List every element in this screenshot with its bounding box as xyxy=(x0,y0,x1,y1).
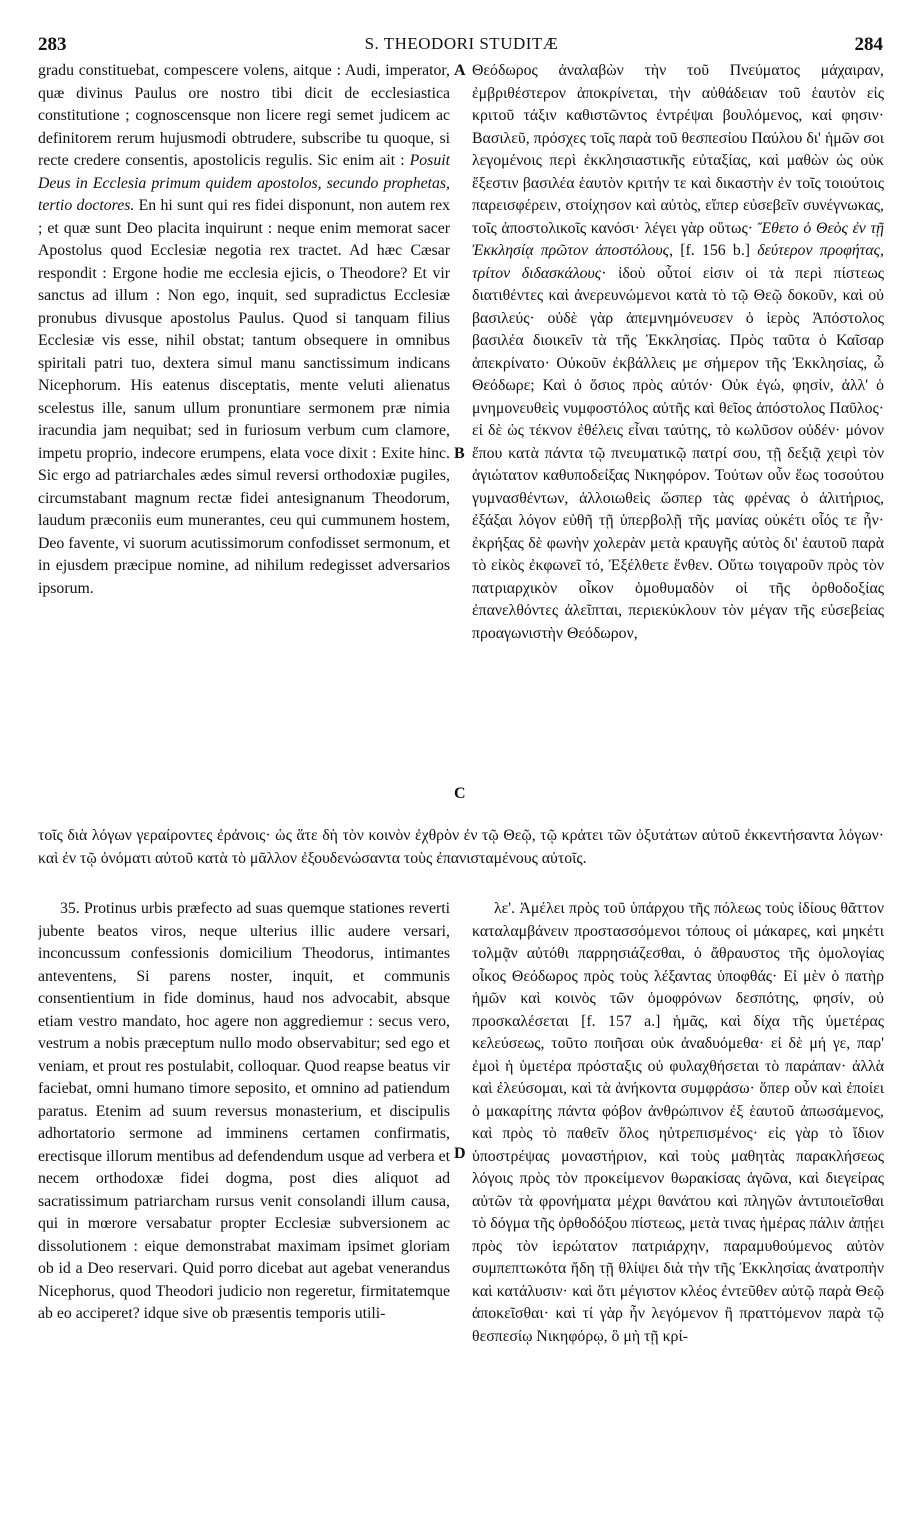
latin-paragraph-top xyxy=(38,60,450,600)
margin-marker-d: D xyxy=(454,1145,466,1162)
page-number-right: 284 xyxy=(854,34,883,55)
greek-paragraph-35: λε'. Ἀμέλει πρὸς τοῦ ὑπάρχου τῆς πόλεως τοὺς ἰδίους θᾶττον καταλαμβάνειν προστασσόμενοι τόπους οἱ μάκαρες, καὶ μηκέτι τολμᾷν αὐτόθι παρρησιάζεσθαι, ὁ ἄθραυστος τῆς ὁμολογίας οἶκος Θεόδωρος πρὸς τοὺς λέξαντας ὑποφθάς· Εἰ μὲν ὁ πατὴρ ἡμῶν καὶ κοινὸς τῶν ὁμοφρόνων δεσπότης, φησίν, οὐ προσκαλέσεται [f. 157 a.] ἡμᾶς, καὶ δίχα τῆς ὑμετέρας κελεύσεως, τοῦτο ποιῆσαι οὐκ ἀναδυόμεθα· εἰ δὲ μή γε, παρ' ἐμοὶ ἡ ὑμετέρα πρόσταξις οὐ φυλαχθήσεται τὸ παράπαν· ἀλλὰ καὶ ἐλεύσομαι, καὶ τὰ ἀνήκοντα συμφράσω· ὅπερ οὖν καὶ ἐποίει ὁ μακαρίτης πάντα φόβον ἀνθρώπινον ἐξ ἑαυτοῦ ἀπωσάμενος, καὶ πρὸς τὸ παθεῖν ὅλος ηὐτρεπισμένος· εἰς γὰρ τὸ ἴδιον ὑποστρέψας μοναστήριον, καὶ τοὺς μαθητὰς παρακλήσεως λόγοις πρὸς τὸν προκείμενον θωρακίσας ἀγῶνα, καὶ διεγείρας αὐτῶν τὰ φρονήματα μέχρι θανάτου καὶ πληγῶν ἀντιποιεῖσθαι τὸ δόγμα τῆς ὀρθοδόξου πίστεως, μετὰ τινας ἡμέρας πάλιν ἀπῄει πρὸς τὸν ἱερώτατον πατριάρχην, παραμυθούμενος αὐτὸν συμπεπτωκότα ἤδη τῇ θλίψει διὰ τὴν τῆς Ἐκκλησίας ἀνατροπὴν καὶ κατάλυσιν· καὶ ὅτι μέγιστον κλέος ἐντεῦθεν αὐτῷ παρὰ Θεῷ ἀποκεῖσθαι· καὶ τί γὰρ ἦν λεγόμενον ἢ πραττόμενον παρὰ τῷ θεσπεσίῳ Νικηφόρῳ, ὃ μὴ τῇ κρί- xyxy=(472,900,884,1345)
greek-scripture-quote-2: δεύτερον προφήτας, τρίτον διδασκάλους xyxy=(472,242,884,282)
page-number-left: 283 xyxy=(38,34,67,55)
greek-full-width-line: τοῖς διὰ λόγων γεραίροντες ἐράνοις· ὡς ἅτε δὴ τὸν κοινὸν ἐχθρὸν ἐν τῷ Θεῷ, τῷ κράτει τῶν ὀξυτάτων αὐτοῦ ἐκκεντήσαντα λόγων· καὶ ἐν τῷ ὀνόματι αὐτοῦ κατὰ τὸ μᾶλλον ἐξουδενώσαντα τοὺς ἐπανισταμένους αὐτοῖς. xyxy=(38,827,884,867)
latin-paragraph-35: 35. Protinus urbis præfecto ad suas quemque stationes reverti jubente beatos viros, neque ulterius illic audere versari, inconcussum confessionis domicilium Theodorus, intimantes anteventens, Si parens noster, inquit, et communis consentientium in fide dominus, haud nos advocabit, absque etiam vestro mandato, hoc agere non aggrediemur : secus vero, vestrum a nobis præceptum nullo modo observabitur; sed ego et veniam, et prout res postulabit, colloquar. Quod reapse beatus vir faciebat, omni humano timore seposito, et omnino ad patiendum paratus. Etenim ad suum reversus monasterium, et discipulis adhortatorio sermone ad imminens certamen confirmatis, erectisque illorum mentibus ad defendendum usque ad verbera et necem orthodoxæ fidei dogma, post dies aliquot ad sacratissimum patriarcham rursus venit consolandi illum causa, qui in mœrore versabatur propter Ecclesiæ subversionem ac dissolutionem : eique demonstrabat maximam ipsimet gloriam ob id a Deo reservari. Quid porro dicebat aut agebat venerandus Nicephorus, quod Theodori judicio non regeretur, firmitatemque ab eo acciperet? idque sive ob præsentis temporis utili- xyxy=(38,900,450,1322)
greek-text-2: · ἰδοὺ οὗτοί εἰσιν οἱ τὰ περὶ πίστεως διατιθέντες καὶ ἀνερευνώμενοι κατὰ τὸ τῷ Θεῷ δοκοῦν, καὶ οὐ βασιλεύς· οὐδὲ γὰρ ἀπεμνημόνευσεν ὁ ἱερὸς Ἀπόστολος βασιλέα διοικεῖν τὰ τῆς Ἐκκλησίας. Πρὸς ταῦτα ὁ Καῖσαρ ἀπεκρίνατο· Οὐκοῦν ἐκβάλλεις με σήμερον τῆς Ἐκκλησίας, ὦ Θεόδωρε; Καὶ ὁ ὅσιος πρὸς αὐτόν· Οὐκ ἐγώ, φησίν, ἀλλ' ὁ μνημονευθεὶς νυμφοστόλος αὐτῆς καὶ θεῖος ἀπόστολος Παῦλος· εἰ δὲ ὡς τέκνον ἐθέλεις εἶναι ταύτης, τὸ κωλῦσον οὐδέν· μόνον ἕπου κατὰ πάντα τῷ πνευματικῷ πατρί σου, τῇ δεξιᾷ χειρὶ τὸν ἁγιώτατον καθυποδείξας Νικηφόρον. Τούτων οὖν ἕως τοσούτου γυμνασθέντων, ἀλλοιωθεὶς ὥσπερ τὰς φρένας ὁ ἀλιτήριος, ἐξάξαι λόγον εὐθῆ τῇ ὑπερβολῇ τῆς μανίας οὐκέτι οἷός τε ἦν· ἐκρήξας δὲ φωνὴν χολερὰν μετὰ κραυγῆς αὐτὸς δι' ἑαυτοῦ παρὰ τὸ εἰκὸς ἐκφωνεῖ τό, Ἐξέλθετε ἔνθεν. Οὕτω τοιγαροῦν πρὸς τὸν πατριαρχικὸν οἶκον ὁμοθυμαδὸν οἱ τῆς ὀρθοδοξίας ἐπανελθόντες ἀλεῖπται, περιεκύκλουν τὸν μέγαν τῆς εὐσεβείας προαγωνιστὴν Θεόδωρον, xyxy=(472,264,884,642)
latin-text-2: En hi sunt qui res fidei disponunt, non autem rex ; et quæ sunt Deo placita inquirunt : neque enim memorat sacer Apostolus quod Ecclesiæ negotia rex tractet. Ad hæc Cæsar respondit : Ergone hodie me ecclesia ejicis, o Theodore? Et vir sanctus ad illum : Non ego, inquit, sed supradictus Ecclesiæ pronubus divusque apostolus Paulus. Quod si tanquam filius Ecclesiæ vis esse, nihil obstat; tantum obsequere in omnibus spiritali patri tuo, dextera simul manu sanctissimum indicans Nicephorum. His eatenus disceptatis, mente veluti alienatus scelestus ille, sanum ullum pronuntiare sermonem præ nimia iracundia jam nequibat; sed in furiosum verbum cum clamore, impetu proprio, indecore erumpens, elata voce dixit : Exite hinc. Sic ergo ad patriarchales ædes simul reversi orthodoxiæ pugiles, circumstabant magnum rectæ fidei antesignanum Theodorum, laudum præconiis eum munerantes, ceu qui cummunem hostem, Deo favente, vi suorum acutissimorum confodisset sermonum, et in ejusdem præcipue nomine, ad nihilum redegisset adversarios ipsorum. xyxy=(38,197,450,597)
margin-marker-b: B xyxy=(454,445,465,462)
greek-paragraph-top xyxy=(472,60,884,645)
greek-column-top xyxy=(472,60,884,645)
latin-scripture-quote: Posuit Deus in Ecclesia primum quidem apostolos, secundo prophetas, tertio doctores. xyxy=(38,152,450,214)
greek-text-1: Θεόδωρος ἀναλαβὼν τὴν τοῦ Πνεύματος μάχαιραν, ἐμβριθέστερον ἀποκρίνεται, τὴν αὐθάδειαν τοῦ ἑαυτὸν εἰς κριτοῦ τάξιν καθιστῶντος ἐντρέψαι βουλόμενος, καί φησιν· Βασιλεῦ, πρόσχες τοῖς παρὰ τοῦ θεσπεσίου Παύλου δι' ἡμῶν σοι λεγομένοις περὶ ἐκκλησιαστικῆς εὐταξίας, καὶ μαθὼν ὡς οὐκ ἔξεστιν βασιλέα ἑαυτὸν κριτήν τε καὶ δικαστὴν ἐν τοῖς τοιούτοις παρεισφέρειν, στοίχησον καὶ αὐτὸς, εἴπερ εὐσεβεῖν συνέγνωκας, τοῖς ἀποστολικοῖς κανόσι· λέγει γὰρ οὕτως· xyxy=(472,62,884,237)
latin-column-bottom xyxy=(38,898,450,1326)
running-header: S. THEODORI STUDITÆ xyxy=(364,34,559,53)
latin-column-top xyxy=(38,60,450,600)
greek-folio-ref: , [f. 156 b.] xyxy=(669,242,758,259)
margin-marker-a: A xyxy=(454,62,466,79)
margin-marker-c: C xyxy=(454,785,466,802)
latin-text-1: gradu constituebat, compescere volens, aitque : Audi, imperator, quæ divinus Paulus ore nostro tibi dicit de ecclesiastica constitutione ; cognoscensque non licere regi semet judicem ac definitorem rerum hujusmodi obtrudere, subscribe tu quoque, si recte credere consentis, apostolicis regulis. Sic enim ait : xyxy=(38,62,450,169)
greek-column-bottom xyxy=(472,898,884,1348)
greek-scripture-quote: Ἔθετο ὁ Θεὸς ἐν τῇ Ἐκκλησίᾳ πρῶτον ἀποστόλους xyxy=(472,219,884,259)
